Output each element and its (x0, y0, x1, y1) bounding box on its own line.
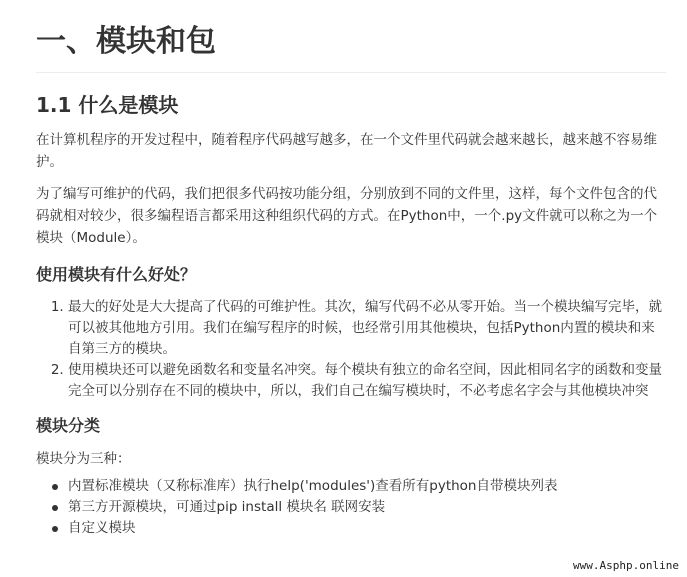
list-item-text: 内置标准模块（又称标准库）执行help('modules')查看所有python自带模块列表 (68, 478, 558, 494)
list-item: 2. 使用模块还可以避免函数名和变量名冲突。每个模块有独立的命名空间，因此相同名字的函数和变量完全可以分别存在不同的模块中，所以，我们自己在编写模块时，不必考虑名字会与其他模块冲突 (68, 360, 666, 402)
benefits-heading: 使用模块有什么好处？ (36, 265, 197, 284)
bullet-icon (52, 505, 58, 511)
list-item-text: 第三方开源模块，可通过pip install 模块名 联网安装 (68, 499, 386, 515)
list-item (68, 518, 666, 539)
section-heading: 1.1 什么是模块 (36, 93, 179, 117)
list-item: 1. 最大的好处是大大提高了代码的可维护性。其次，编写代码不必从零开始。当一个模块编写完毕，就可以被其他地方引用。我们在编写程序的时候，也经常引用其他模块，包括Python内置的模块和来自第三方的模块。 (68, 297, 666, 360)
benefits-list (36, 297, 666, 402)
intro-paragraph: 在计算机程序的开发过程中，随着程序代码越写越多，在一个文件里代码就会越来越长，越来越不容易维护。 (36, 132, 657, 170)
list-item (68, 497, 666, 518)
list-item-text: 自定义模块 (68, 520, 136, 536)
category-list (36, 476, 666, 539)
watermark: www.Asphp.online (569, 558, 683, 574)
category-heading: 模块分类 (36, 416, 101, 435)
page-title: 一、模块和包 (36, 0, 666, 73)
article (36, 0, 666, 539)
module-definition-paragraph: 为了编写可维护的代码，我们把很多代码按功能分组，分别放到不同的文件里，这样，每个文件包含的代码就相对较少，很多编程语言都采用这种组织代码的方式。在Python中，一个.py文件就可以称之为一个模块（Module）。 (36, 186, 658, 246)
bullet-icon (52, 484, 58, 490)
category-intro: 模块分为三种： (36, 451, 131, 467)
list-item (68, 476, 666, 497)
bullet-icon (52, 526, 58, 532)
